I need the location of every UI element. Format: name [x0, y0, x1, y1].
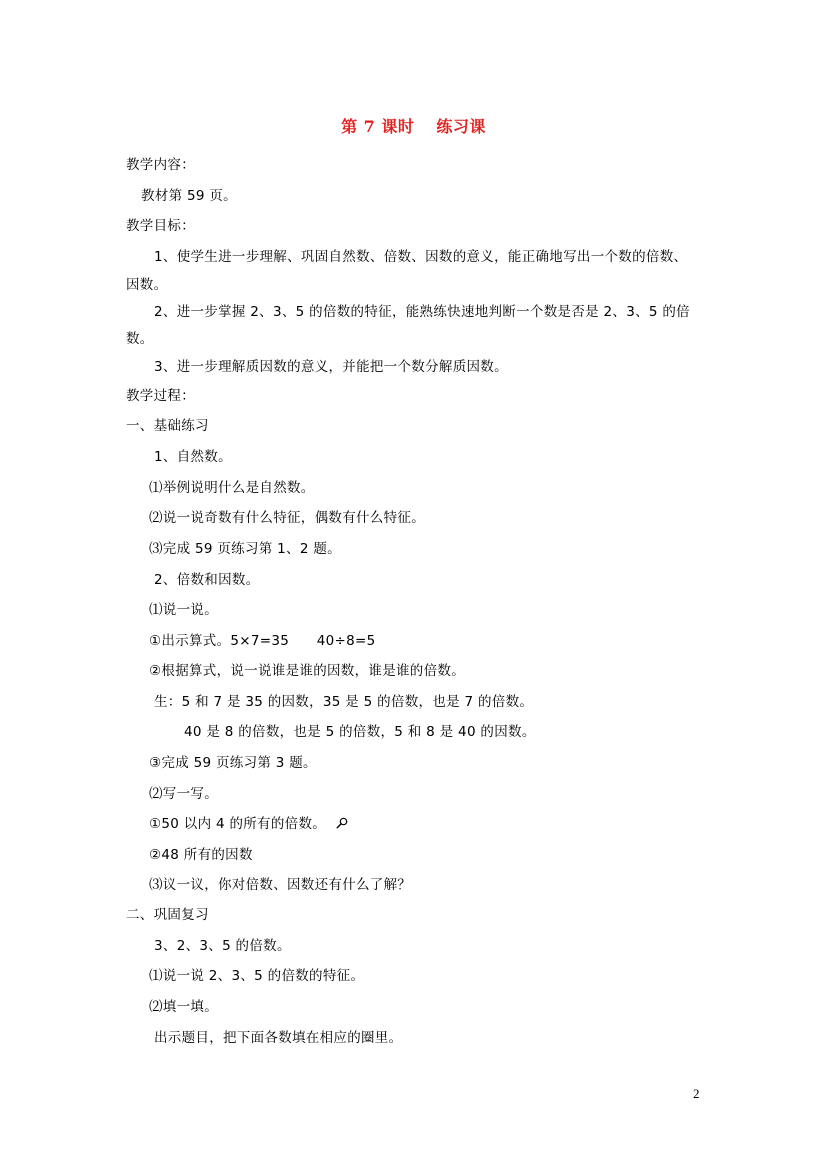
lesson-title: [0, 114, 827, 137]
step-factors-of-48: ②48 所有的因数: [149, 847, 253, 863]
student-answer-1: 生：5 和 7 是 35 的因数，35 是 5 的倍数，也是 7 的倍数。: [154, 694, 534, 710]
item-natural-numbers: 1、自然数。: [154, 449, 232, 465]
subitem-2-1: ⑴说一说。: [149, 602, 218, 618]
step-multiples-of-4-text: ①50 以内 4 的所有的倍数。: [149, 816, 327, 832]
subitem-1-1: ⑴举例说明什么是自然数。: [149, 480, 315, 496]
step-discuss: ②根据算式，说一说谁是谁的因数，谁是谁的倍数。: [149, 663, 466, 679]
objective-1-cont: 因数。: [126, 277, 168, 293]
subitem-3-2: ⑵填一填。: [149, 999, 218, 1015]
subitem-3-1: ⑴说一说 2、3、5 的倍数的特征。: [149, 968, 365, 984]
step-complete-exercise: ③完成 59 页练习第 3 题。: [149, 755, 317, 771]
step-multiples-of-4: [149, 815, 348, 833]
objective-3: 3、进一步理解质因数的意义，并能把一个数分解质因数。: [154, 359, 508, 375]
content-text: 教材第 59 页。: [141, 188, 237, 204]
subitem-2-2: ⑵写一写。: [149, 786, 218, 802]
lesson-number: 第 7 课时: [341, 117, 415, 136]
section-basic-practice: 一、基础练习: [126, 418, 209, 434]
objective-2-cont: 数。: [126, 331, 154, 347]
subitem-2-3: ⑶议一议，你对倍数、因数还有什么了解？: [149, 877, 412, 893]
instruction-fill-circles: 出示题目，把下面各数填在相应的圈里。: [154, 1030, 403, 1046]
objective-2: 2、进一步掌握 2、3、5 的倍数的特征，能熟练快速地判断一个数是否是 2、3、5 的倍: [154, 304, 690, 320]
page-number: 2: [693, 1086, 700, 1101]
subitem-1-3: ⑶完成 59 页练习第 1、2 题。: [149, 541, 341, 557]
step-show-equations: ①出示算式。5×7=35 40÷8=5: [149, 633, 376, 649]
student-answer-2: 40 是 8 的倍数，也是 5 的倍数，5 和 8 是 40 的因数。: [184, 724, 536, 740]
item-multiples-2-3-5: 3、2、3、5 的倍数。: [154, 938, 291, 954]
objective-1: 1、使学生进一步理解、巩固自然数、倍数、因数的意义，能正确地写出一个数的倍数、: [154, 249, 688, 265]
heading-content: 教学内容：: [126, 157, 195, 173]
search-icon: [336, 817, 348, 829]
section-consolidation: 二、巩固复习: [126, 907, 209, 923]
subitem-1-2: ⑵说一说奇数有什么特征，偶数有什么特征。: [149, 510, 425, 526]
item-multiples-factors: 2、倍数和因数。: [154, 572, 260, 588]
heading-objectives: 教学目标：: [126, 218, 195, 234]
lesson-name: 练习课: [436, 117, 486, 136]
heading-process: 教学过程：: [126, 388, 195, 404]
